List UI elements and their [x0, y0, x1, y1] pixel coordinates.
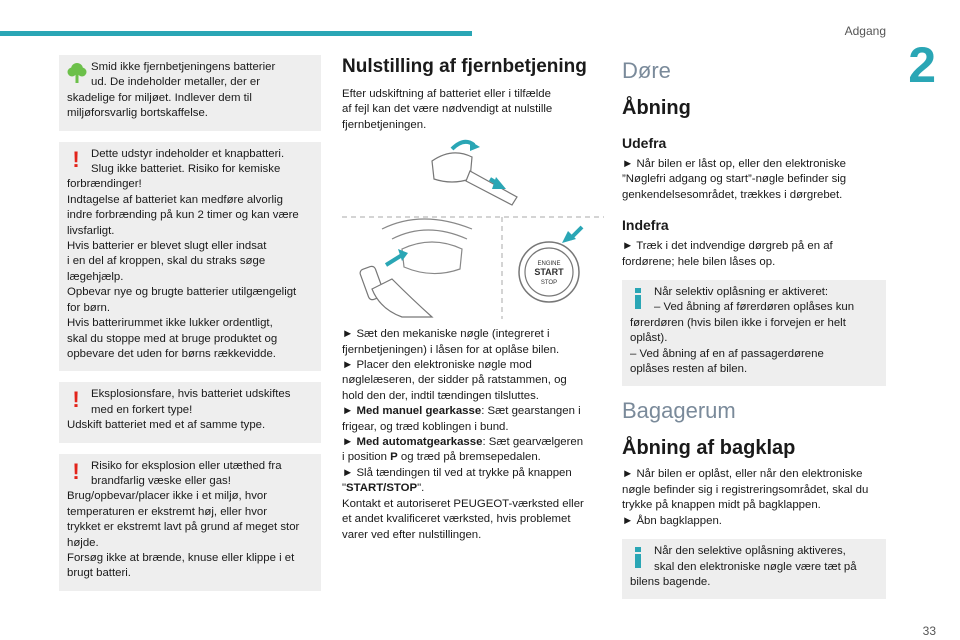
note-line: for børn.: [67, 301, 111, 314]
step-line: [342, 435, 604, 450]
page-number: 33: [922, 624, 936, 638]
note-line: Dette udstyr indeholder et knapbatteri.: [91, 147, 285, 160]
key-reset-diagram: [342, 139, 604, 319]
column-left: [59, 55, 321, 602]
note-line: brugt batteri.: [67, 567, 131, 580]
text-line: ”Nøglefri adgang og start”-nøgle befinder sig: [622, 173, 847, 186]
intro-line: Efter udskiftning af batteriet eller i tilfælde: [342, 88, 551, 100]
warning-icon: !: [72, 387, 80, 413]
column-right: [622, 55, 886, 610]
start-stop-label: START/STOP: [346, 482, 418, 495]
step-text: og træd på bremsepedalen.: [397, 451, 541, 464]
step-line: fjernbetjeningen) i låsen for at oplåse bilen.: [342, 343, 560, 356]
tailgate-text: [622, 467, 886, 529]
step-line: [342, 450, 604, 465]
note-line: lægehjælp.: [67, 270, 124, 283]
note-line: i en del af kroppen, skal du straks søge: [67, 255, 266, 268]
warning-icon: !: [72, 458, 80, 484]
note-line: forbrændinger!: [67, 178, 142, 191]
note-line: ud. De indeholder metaller, der er: [91, 76, 261, 89]
note-line: oplåst).: [630, 332, 668, 345]
text-line: genkendelsesområdet, trækkes i dørgrebet.: [622, 188, 843, 201]
note-line: Smid ikke fjernbetjeningens batterier: [91, 61, 276, 73]
step-text: : Sæt gearstangen i: [481, 405, 581, 418]
text-line: nøgle befinder sig i registreringsområdet, skal du: [622, 483, 869, 496]
info-icon: [630, 545, 648, 569]
outside-text: [622, 157, 886, 203]
note-line: Udskift batteriet med et af samme type.: [67, 419, 266, 432]
note-line: opbevare det uden for børns rækkevidde.: [67, 347, 276, 360]
note-line: højde.: [67, 536, 99, 549]
text-line: ► Træk i det indvendige dørgreb på en af: [622, 240, 833, 253]
note-line: – Ved åbning af en af passagerdørene: [630, 347, 824, 360]
note-line: oplåses resten af bilen.: [630, 363, 748, 376]
note-line: Slug ikke batteriet. Risiko for kemiske: [91, 163, 281, 176]
note-line: livsfarligt.: [67, 224, 115, 237]
step-text: i position: [342, 451, 391, 464]
note-line: Opbevar nye og brugte batterier utilgængeligt: [67, 286, 297, 299]
note-line: Hvis batterirummet ikke lukker ordentligt,: [67, 317, 273, 330]
step-line: frigear, og træd koblingen i bund.: [342, 420, 509, 433]
note-line: Når den selektive oplåsning aktiveres,: [654, 545, 846, 558]
header-accent-bar: [0, 31, 472, 36]
manual-gearbox-label: Med manuel gearkasse: [356, 405, 482, 418]
selective-unlock-note: [622, 280, 886, 386]
note-line: Når selektiv oplåsning er aktiveret:: [654, 286, 829, 299]
text-line: ► Når bilen er låst op, eller den elektroniske: [622, 158, 847, 170]
note-line: temperaturen er ekstremt høj, eller hvor: [67, 505, 268, 518]
inside-text: [622, 239, 886, 270]
intro-line: af fejl kan det være nødvendigt at nulstille: [342, 103, 553, 116]
tree-icon: [67, 61, 85, 85]
step-line: ► Slå tændingen til ved at trykke på knappen: [342, 466, 572, 479]
warning-icon: !: [72, 146, 80, 172]
note-line: brandfarlig væske eller gas!: [91, 474, 231, 487]
note-line: Forsøg ikke at brænde, knuse eller klippe i et: [67, 551, 295, 564]
tailgate-info-note: [622, 539, 886, 599]
note-line: skal du stoppe med at bruge produktet og: [67, 332, 278, 345]
step-line: varer ved efter nulstillingen.: [342, 528, 482, 541]
inside-heading: Indefra: [622, 217, 669, 234]
note-line: Brug/opbevar/placer ikke i et miljø, hvor: [67, 490, 268, 503]
note-line: indre forbrænding på kun 2 timer og kan være: [67, 209, 299, 222]
reset-remote-title: Nulstilling af fjernbetjening: [342, 56, 587, 77]
text-line: fordørene; hele bilen låses op.: [622, 255, 776, 268]
step-line: hold den der, indtil tændingen tilsluttes.: [342, 389, 539, 402]
note-line: bilens bagende.: [630, 575, 711, 588]
intro-line: fjernbetjeningen.: [342, 118, 427, 131]
text-line: ► Åbn bagklappen.: [622, 514, 722, 527]
battery-warning-note: [59, 142, 321, 372]
note-line: trykket er ekstremt lavt på grund af meget stor: [67, 521, 300, 534]
outside-heading: Udefra: [622, 135, 667, 151]
reset-intro: [342, 87, 604, 133]
note-line: Risiko for eksplosion eller utæthed fra: [91, 459, 282, 472]
reset-illustration: [342, 139, 604, 319]
step-line: Kontakt et autoriseret PEUGEOT-værksted eller: [342, 497, 584, 510]
tailgate-heading: Åbning af bagklap: [622, 437, 796, 460]
doors-heading: Døre: [622, 58, 671, 83]
boot-heading: Bagagerum: [622, 398, 736, 424]
arrow-marker: ►: [342, 405, 354, 418]
start-stop-text: STOP: [540, 280, 558, 287]
section-name: Adgang: [844, 24, 886, 38]
gear-position-p: P: [390, 451, 398, 464]
step-line: nøglelæseren, der sidder på ratstammen, og: [342, 374, 567, 387]
step-line: [342, 404, 604, 419]
step-line: ► Placer den elektroniske nøgle mod: [342, 359, 532, 372]
note-line: skal den elektroniske nøgle være tæt på: [654, 560, 857, 573]
note-line: miljøforsvarlig bortskaffelse.: [67, 107, 208, 120]
automatic-gearbox-label: Med automatgearkasse: [356, 436, 483, 449]
note-line: Hvis batterier er blevet slugt eller indsat: [67, 240, 267, 253]
step-line: ► Sæt den mekaniske nøgle (integreret i: [342, 328, 550, 341]
note-line: med en forkert type!: [91, 403, 193, 416]
environment-note: [59, 55, 321, 131]
note-line: skadelige for miljøet. Indlever dem til: [67, 91, 252, 104]
note-line: førerdøren (hvis bilen ikke i forvejen er helt: [630, 316, 846, 329]
arrow-marker: ►: [342, 436, 354, 449]
step-text: : Sæt gearvælgeren: [482, 436, 584, 449]
explosion-warning-note: [59, 382, 321, 442]
section-number: 2: [908, 37, 936, 93]
text-line: ► Når bilen er oplåst, eller når den elektroniske: [622, 468, 863, 481]
leak-warning-note: [59, 454, 321, 591]
quote: ": [342, 482, 347, 495]
quote: ".: [417, 482, 425, 495]
info-icon: [630, 286, 648, 310]
note-line: – Ved åbning af førerdøren oplåses kun: [654, 301, 855, 314]
column-middle: [342, 55, 604, 543]
step-line: [342, 481, 604, 496]
start-stop-text: ENGINE: [537, 261, 561, 268]
text-line: trykke på knappen midt på bagklappen.: [622, 499, 821, 512]
reset-steps: [342, 327, 604, 543]
note-line: Eksplosionsfare, hvis batteriet udskiftes: [91, 388, 291, 401]
opening-heading: Åbning: [622, 97, 691, 119]
start-stop-text: START: [534, 267, 564, 278]
step-line: et andet kvalificeret værksted, hvis problemet: [342, 513, 571, 526]
note-line: Indtagelse af batteriet kan medføre alvorlig: [67, 193, 283, 206]
